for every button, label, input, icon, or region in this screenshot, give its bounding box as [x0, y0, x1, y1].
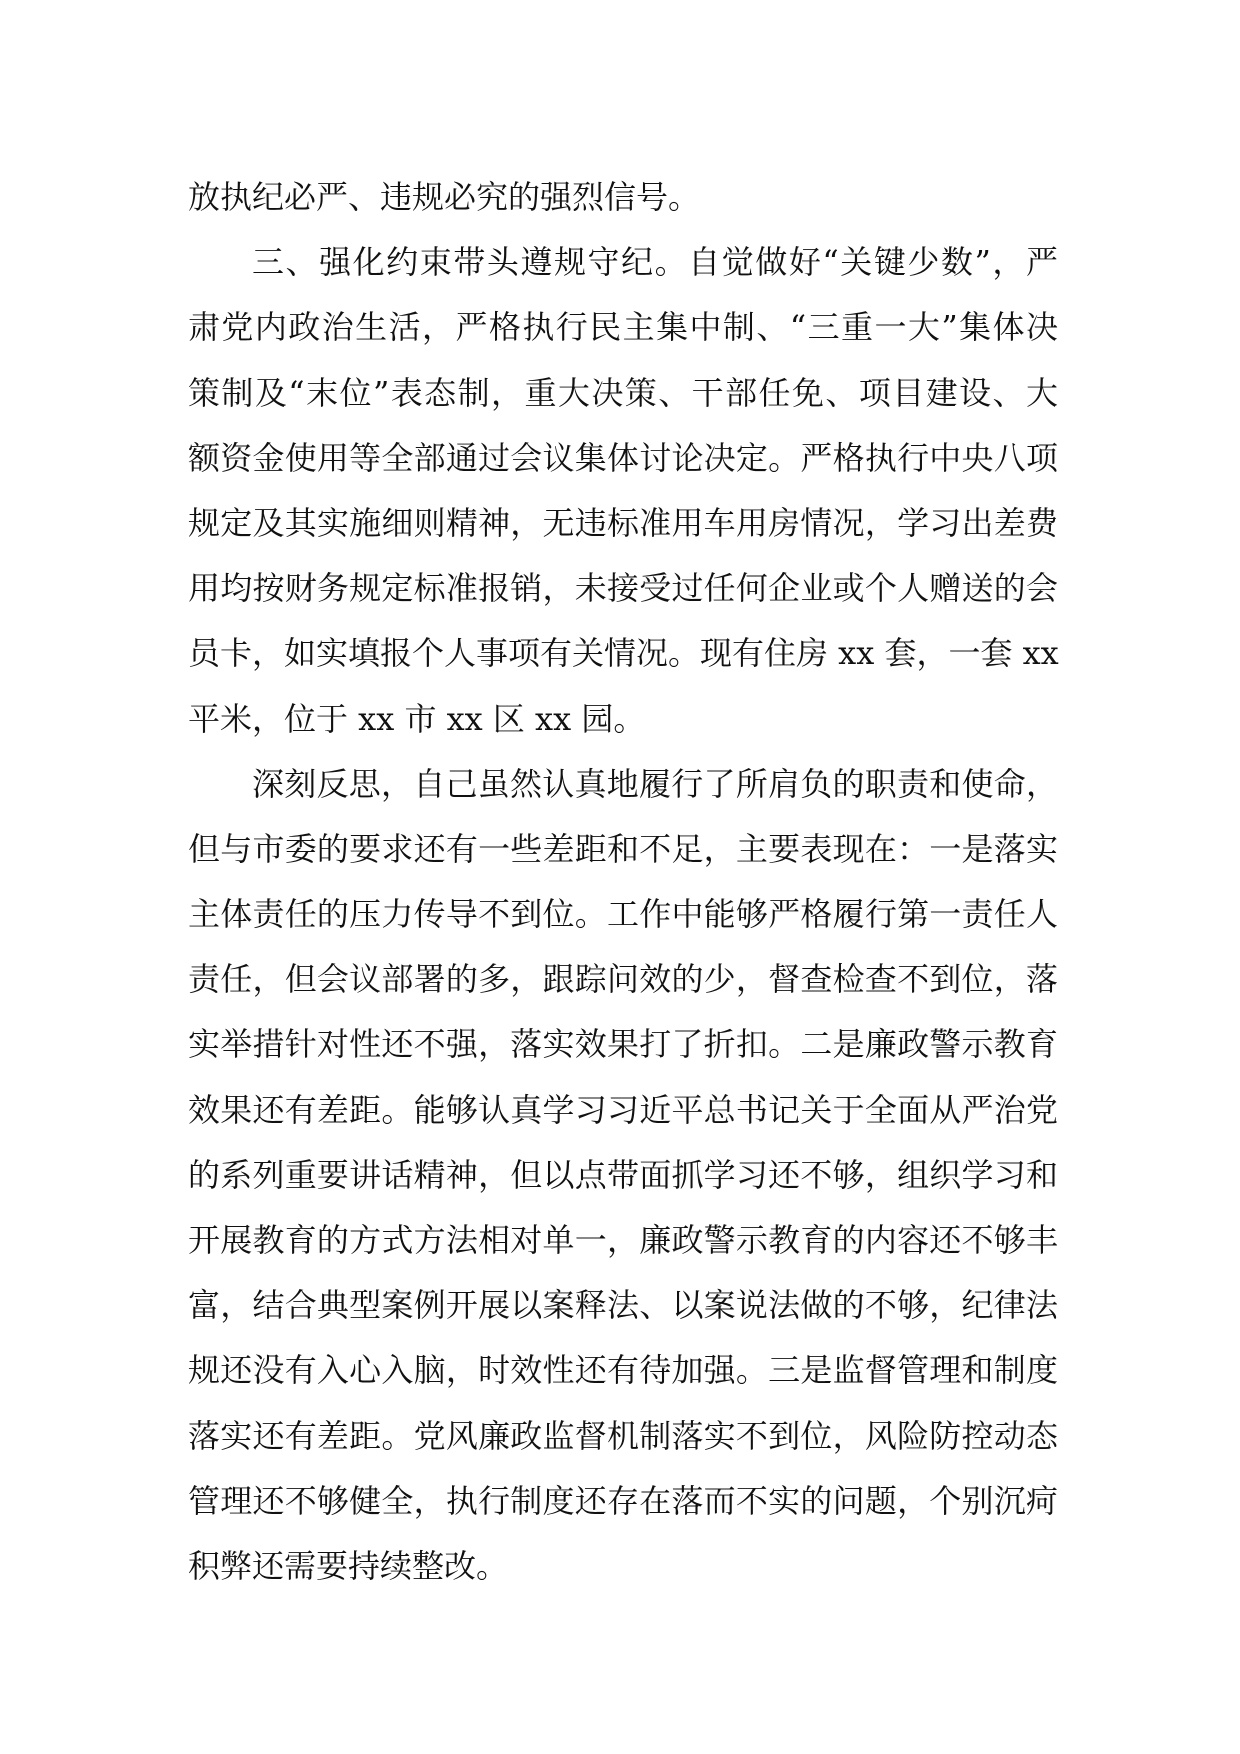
text-line: 额资金使用等全部通过会议集体讨论决定。严格执行中央八项	[188, 438, 1058, 477]
text-line: 三、强化约束带头遵规守纪。自觉做好“关键少数”，严	[252, 243, 1058, 282]
text-line: 放执纪必严、违规必究的强烈信号。	[188, 178, 701, 216]
text-line: 实举措针对性还不强，落实效果打了折扣。二是廉政警示教育	[188, 1025, 1058, 1064]
text-line: 管理还不够健全，执行制度还存在落而不实的问题，个别沉疴	[188, 1481, 1058, 1520]
text-line: 深刻反思，自己虽然认真地履行了所肩负的职责和使命，	[252, 764, 1058, 803]
text-line: 富，结合典型案例开展以案释法、以案说法做的不够，纪律法	[188, 1286, 1058, 1325]
text-line: 落实还有差距。党风廉政监督机制落实不到位，风险防控动态	[188, 1416, 1058, 1455]
text-line: 用均按财务规定标准报销，未接受过任何企业或个人赠送的会	[188, 569, 1058, 608]
text-line: 积弊还需要持续整改。	[188, 1546, 509, 1585]
text-line: 的系列重要讲话精神，但以点带面抓学习还不够，组织学习和	[188, 1155, 1058, 1194]
body-text	[188, 165, 1058, 1599]
text-line: 责任，但会议部署的多，跟踪问效的少，督查检查不到位，落	[188, 960, 1058, 999]
text-line: 规还没有入心入脑，时效性还有待加强。三是监督管理和制度	[188, 1351, 1058, 1390]
text-line: 开展教育的方式方法相对单一，廉政警示教育的内容还不够丰	[188, 1221, 1058, 1259]
text-line: 肃党内政治生活，严格执行民主集中制、“三重一大”集体决	[188, 308, 1058, 347]
text-line: 策制及“末位”表态制，重大决策、干部任免、项目建设、大	[188, 373, 1058, 412]
text-line: 规定及其实施细则精神，无违标准用车用房情况，学习出差费	[188, 503, 1058, 542]
text-line: 平米，位于 xx 市 xx 区 xx 园。	[188, 699, 646, 738]
text-line: 主体责任的压力传导不到位。工作中能够严格履行第一责任人	[188, 895, 1058, 934]
text-line: 效果还有差距。能够认真学习习近平总书记关于全面从严治党	[188, 1090, 1058, 1129]
text-line: 但与市委的要求还有一些差距和不足，主要表现在：一是落实	[188, 829, 1058, 868]
text-line: 员卡，如实填报个人事项有关情况。现有住房 xx 套，一套 xx	[188, 634, 1059, 673]
